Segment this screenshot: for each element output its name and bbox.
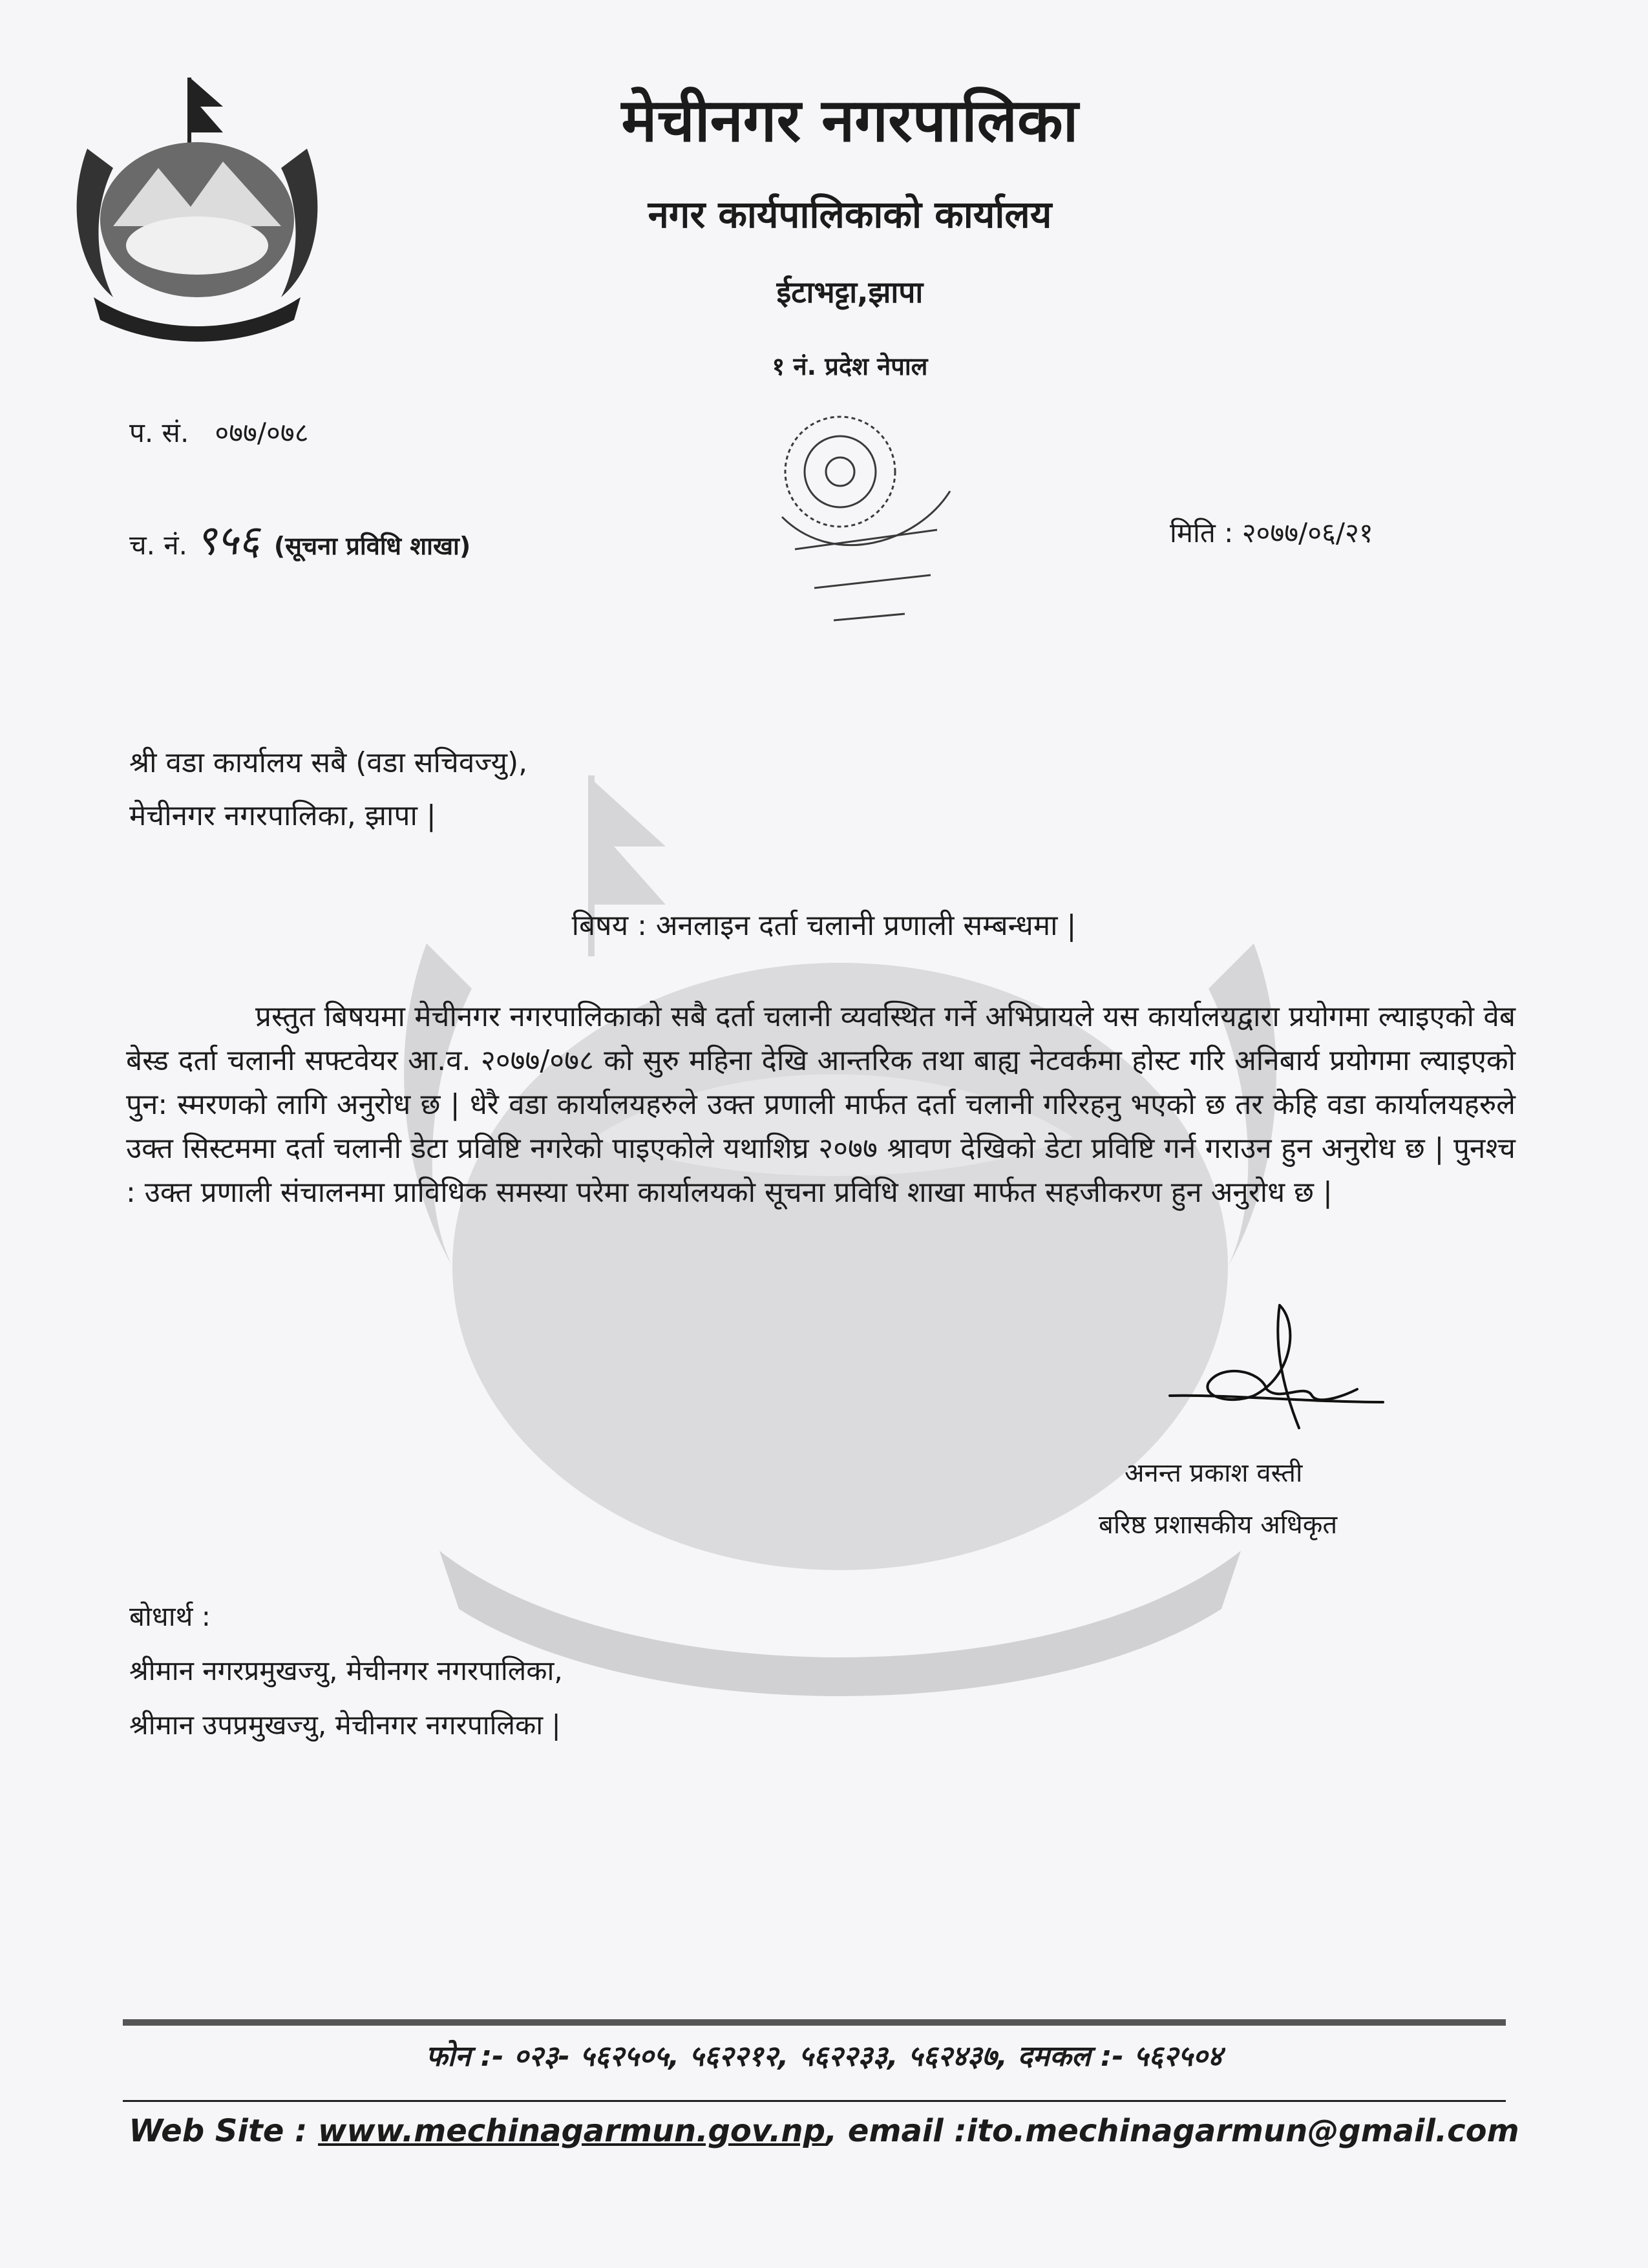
branch-name: (सूचना प्रविधि शाखा) bbox=[273, 532, 471, 560]
cc-block bbox=[129, 1590, 563, 1752]
addressee-line-1: श्री वडा कार्यालय सबै (वडा सचिवज्यु), bbox=[129, 746, 528, 779]
web-label: Web Site : bbox=[129, 2113, 319, 2149]
municipality-name: मेचीनगर नगरपालिका bbox=[621, 86, 1079, 155]
website-link[interactable]: www.mechinagarmun.gov.np bbox=[318, 2113, 825, 2149]
letter-body: प्रस्तुत बिषयमा मेचीनगर नगरपालिकाको सबै दर्ता चलानी व्यवस्थित गर्ने अभिप्रायले यस कार्यालयद्वारा प्रयोगमा ल्याइएको वेब बेस्ड दर्ता चलानी सफ्टवेयर आ.व. २०७७/०७८ को सुरु महिना देखि आन्तरिक तथा बाह्य नेटवर्कमा होस्ट गरि अनिबार्य प्रयोगमा ल्याइएको पुन: स्मरणको लागि अनुरोध छ | धेरै वडा कार्यालयहरुले उक्त प्रणाली मार्फत दर्ता चलानी गरिरहनु भएको छ तर केहि वडा कार्यालयहरुले उक्त सिस्टममा दर्ता चलानी डेटा प्रविष्टि नगरेको पाइएकोले यथाशिघ्र २०७७ श्रावण देखिको डेटा प्रविष्टि गर्न गराउन हुन अनुरोध छ | पुनश्च : उक्त प्रणाली संचालनमा प्राविधिक समस्या परेमा कार्यालयको सूचना प्रविधि शाखा मार्फत सहजीकरण हुन अनुरोध छ | bbox=[126, 1000, 1516, 1209]
footer-web bbox=[0, 2113, 1648, 2149]
addressee-block bbox=[129, 737, 527, 843]
signatory-title: बरिष्ठ प्रशासकीय अधिकृत bbox=[1099, 1510, 1338, 1540]
patra-sankhya-value: ०७७/०७८ bbox=[215, 417, 309, 448]
email-address[interactable]: ito.mechinagarmun@gmail.com bbox=[966, 2113, 1519, 2149]
office-name: नगर कार्यपालिकाको कार्यालय bbox=[648, 193, 1052, 236]
patra-sankhya-label: प. सं. bbox=[129, 417, 189, 448]
date-label: मिति : bbox=[1170, 517, 1234, 549]
letter-date bbox=[1170, 514, 1373, 551]
cc-label: बोधार्थ : bbox=[129, 1601, 211, 1632]
cc-line: श्रीमान उपप्रमुखज्यु, मेचीनगर नगरपालिका | bbox=[129, 1709, 561, 1741]
email-label: , email : bbox=[825, 2113, 967, 2149]
province-name: १ नं. प्रदेश नेपाल bbox=[772, 352, 928, 381]
chalani-number-line bbox=[129, 510, 470, 567]
chalani-number-handwritten: ९५६ bbox=[195, 517, 260, 565]
footer-divider-bottom bbox=[123, 2100, 1506, 2102]
patra-sankhya bbox=[129, 414, 309, 450]
chalani-label: च. नं. bbox=[129, 529, 188, 561]
addressee-line-2: मेचीनगर नगरपालिका, झापा | bbox=[129, 799, 436, 832]
footer-phone: फोन :- ०२३- ५६२५०५, ५६२२१२, ५६२२३३, ५६२४३७, दमकल :- ५६२५०४ bbox=[425, 2040, 1223, 2073]
office-location: ईटाभट्टा,झापा bbox=[776, 275, 924, 310]
cc-line: श्रीमान नगरप्रमुखज्यु, मेचीनगर नगरपालिका, bbox=[129, 1655, 563, 1686]
signatory-name: अनन्त प्रकाश वस्ती bbox=[1125, 1458, 1303, 1488]
date-value: २०७७/०६/२१ bbox=[1241, 517, 1373, 549]
letter-subject: बिषय : अनलाइन दर्ता चलानी प्रणाली सम्बन्धमा | bbox=[571, 909, 1077, 942]
office-seal-stamp bbox=[756, 401, 969, 633]
handwritten-signature bbox=[1150, 1299, 1396, 1447]
footer-divider-top bbox=[123, 2019, 1506, 2026]
